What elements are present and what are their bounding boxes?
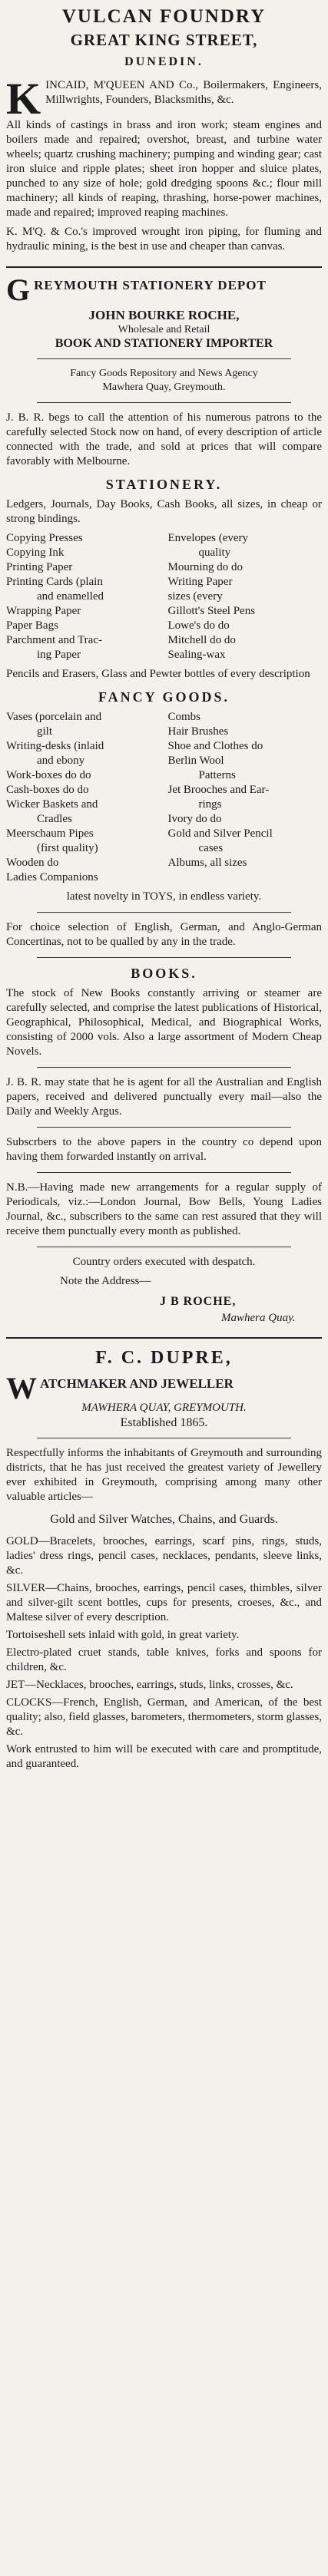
list-item: Wicker Baskets and: [6, 798, 98, 811]
list-item: cases: [198, 842, 224, 854]
list-item: Mourning do do: [167, 561, 243, 573]
roche-address: Mawhera Quay, Greymouth.: [102, 381, 226, 393]
list-item: Work-boxes do do: [6, 769, 91, 781]
dupre-address: MAWHERA QUAY, GREYMOUTH.: [81, 1402, 247, 1414]
dupre-tortoise: Tortoiseshell sets inlaid with gold, in great variety.: [6, 1629, 240, 1641]
vulcan-drop-cap: K: [6, 74, 41, 124]
nb-text: N.B.—Having made new arrangements for a regular supply of Periodicals, viz.:—London Journal, Bow Bells, Young Ladies Journal, &c., subscribers to the same can rest assured that they will receive them punctually every month as published.: [6, 1181, 322, 1237]
vulcan-foundry-ad: [6, 5, 322, 254]
dupre-name: F. C. DUPRE,: [95, 1348, 233, 1368]
divider: [37, 358, 291, 359]
vulcan-body-2: K. M'Q. & Co.'s improved wrought iron piping, for fluming and hydraulic mining, is the best in use and cheaper than canvas.: [6, 226, 322, 253]
list-item: Paper Bags: [6, 619, 58, 632]
dupre-silver: SILVER—Chains, brooches, earrings, pencil cases, thimbles, silver and silver-gilt scent bottles, cups for presents, croeses, &c., and Maltese silver of every description.: [6, 1582, 322, 1623]
divider: [37, 1127, 291, 1128]
dupre-drop-cap: W: [6, 1371, 37, 1405]
list-item: Printing Paper: [6, 561, 73, 573]
vulcan-street: GREAT KING STREET,: [70, 31, 258, 49]
list-item: Hair Brushes: [167, 725, 229, 738]
list-item: (first quality): [37, 842, 98, 854]
stationery-tail: Pencils and Erasers, Glass and Pewter bottles of every description: [6, 668, 310, 680]
roche-stationery-ad: [6, 272, 322, 1325]
vulcan-intro: [6, 74, 322, 124]
books-heading: BOOKS.: [131, 966, 197, 981]
list-item: Meerschaum Pipes: [6, 827, 94, 840]
list-item: Writing-desks (inlaid: [6, 740, 104, 752]
vulcan-town: DUNEDIN.: [124, 55, 204, 68]
list-item: Shoe and Clothes do: [167, 740, 263, 752]
roche-repository: Fancy Goods Repository and News Agency: [70, 368, 258, 379]
newspaper-column: [6, 0, 322, 1772]
list-item: Printing Cards (plain: [6, 576, 103, 588]
list-item: Gillott's Steel Pens: [167, 605, 256, 617]
dupre-work: Work entrusted to him will be executed with care and promptitude, and guaranteed.: [6, 1743, 322, 1770]
dupre-watchmaker-ad: [6, 1346, 322, 1772]
list-item: Cash-boxes do do: [6, 784, 89, 796]
roche-headline-text: REYMOUTH STATIONERY DEPOT: [34, 278, 267, 292]
signature-name: J B ROCHE,: [160, 1295, 237, 1308]
list-item: and ebony: [37, 755, 85, 767]
agent-text: J. B. R. may state that he is agent for all the Australian and English papers, received and delivered punctually every mail—also the Daily and Weekly Argus.: [6, 1076, 322, 1118]
list-item: Combs: [167, 711, 201, 723]
dupre-established: Established 1865.: [120, 1416, 208, 1429]
list-item: Jet Brooches and Ear-: [167, 784, 270, 796]
signature-place: Mawhera Quay.: [221, 1312, 296, 1324]
toys-line: latest novelty in TOYS, in endless variety.: [66, 890, 262, 903]
stationery-list: [6, 531, 322, 662]
list-item: Wrapping Paper: [6, 605, 81, 617]
list-item: ing Paper: [37, 649, 81, 661]
divider: [37, 912, 291, 913]
dupre-jet: JET—Necklaces, brooches, earrings, studs, links, crosses, &c.: [6, 1679, 293, 1691]
list-item: Writing Paper: [167, 576, 233, 588]
divider: [37, 1172, 291, 1173]
books-text: The stock of New Books constantly arriving or steamer are carefully selected, and comprise the latest publications of Historical, Geographical, Philosophical, Medical, and Biographical Works, consisting of 2000 vols. Also a large assortment of Modern Cheap Novels.: [6, 987, 322, 1058]
roche-importer: BOOK AND STATIONERY IMPORTER: [55, 337, 273, 350]
list-item: Ivory do do: [167, 813, 222, 825]
divider: [6, 1337, 322, 1339]
divider: [37, 402, 291, 403]
list-item: Albums, all sizes: [167, 857, 247, 869]
stationery-heading: STATIONERY.: [105, 477, 223, 492]
dupre-watches: Gold and Silver Watches, Chains, and Guards.: [50, 1513, 278, 1526]
fancy-goods-list: [6, 710, 322, 885]
dupre-gold: GOLD—Bracelets, brooches, earrings, scarf pins, rings, studs, ladies' dress rings, pencil cases, necklaces, pendants, sleeve links, &c.: [6, 1535, 322, 1577]
dupre-clocks: CLOCKS—French, English, German, and American, of the best quality; also, field glasses, barometers, thermometers, storm glasses, &c.: [6, 1696, 322, 1738]
stationery-lead: Ledgers, Journals, Day Books, Cash Books, all sizes, in cheap or strong bindings.: [6, 498, 322, 525]
roche-drop-cap: G: [6, 272, 31, 307]
roche-trade: Wholesale and Retail: [118, 324, 210, 335]
list-item: Berlin Wool: [167, 755, 224, 767]
vulcan-title: VULCAN FOUNDRY: [61, 6, 267, 27]
roche-intro: J. B. R. begs to call the attention of his numerous patrons to the carefully selected Stock now on hand, of every description of article connected with the trade, and sold at prices that will compare favorably with Melbourne.: [6, 411, 322, 467]
list-item: Parchment and Trac-: [6, 634, 102, 646]
list-item: Gold and Silver Pencil: [167, 827, 273, 840]
list-item: gilt: [37, 725, 53, 738]
country-orders: Country orders executed with despatch.: [72, 1256, 256, 1268]
divider: [37, 1067, 291, 1068]
roche-headline: [6, 272, 322, 307]
list-item: Wooden do: [6, 857, 59, 869]
vulcan-body-1: All kinds of castings in brass and iron work; steam engines and boilers made and repaired; overshot, breast, and turbine water wheels; quartz crushing machinery; pumping and winding gear; cast iron sluice and ripple plates; sheet iron hopper and sluice plates, punched to any size of hole; gold dredging spoons &c.; flour mill machinery; all kinds of reaping, thrashing, horse-power machines, made and repaired; improved reaping machines.: [6, 119, 322, 219]
vulcan-intro-text: INCAID, M'QUEEN AND Co., Boilermakers, Engineers, Millwrights, Founders, Blacksmiths, &c.: [45, 79, 322, 106]
divider: [6, 266, 322, 268]
list-item: quality: [198, 547, 231, 559]
list-item: Patterns: [198, 769, 236, 781]
list-item: Vases (porcelain and: [6, 711, 102, 723]
dupre-headline-text: ATCHMAKER AND JEWELLER: [40, 1376, 234, 1391]
list-item: Envelopes (every: [167, 532, 249, 544]
note-address: Note the Address—: [60, 1275, 151, 1287]
list-item: rings: [198, 798, 222, 811]
list-item: Copying Ink: [6, 547, 65, 559]
dupre-electro: Electro-plated cruet stands, table knives, forks and spoons for children, &c.: [6, 1646, 322, 1673]
list-item: Copying Presses: [6, 532, 83, 544]
dupre-headline: [6, 1371, 322, 1405]
subscribers-text: Subscrbers to the above papers in the country co depend upon having them forwarded instantly on arrival.: [6, 1136, 322, 1163]
list-item: sizes (every: [167, 590, 223, 603]
list-item: Mitchell do do: [167, 634, 236, 646]
list-item: Sealing-wax: [167, 649, 226, 661]
list-item: Ladies Companions: [6, 871, 98, 883]
roche-name: JOHN BOURKE ROCHE,: [88, 308, 240, 322]
list-item: and enamelled: [37, 590, 104, 603]
dupre-intro: Respectfully informs the inhabitants of Greymouth and surrounding districts, that he has just received the greatest variety of Jewellery ever exhibited in Greymouth, comprising among many other valuable articles—: [6, 1447, 322, 1503]
fancy-goods-heading: FANCY GOODS.: [98, 689, 230, 705]
list-item: Lowe's do do: [167, 619, 230, 632]
concertinas-line: For choice selection of English, German, and Anglo-German Concertinas, not to be qualled by any in the trade.: [6, 921, 322, 948]
list-item: Cradles: [37, 813, 72, 825]
list-item: [168, 870, 323, 885]
divider: [37, 957, 291, 958]
